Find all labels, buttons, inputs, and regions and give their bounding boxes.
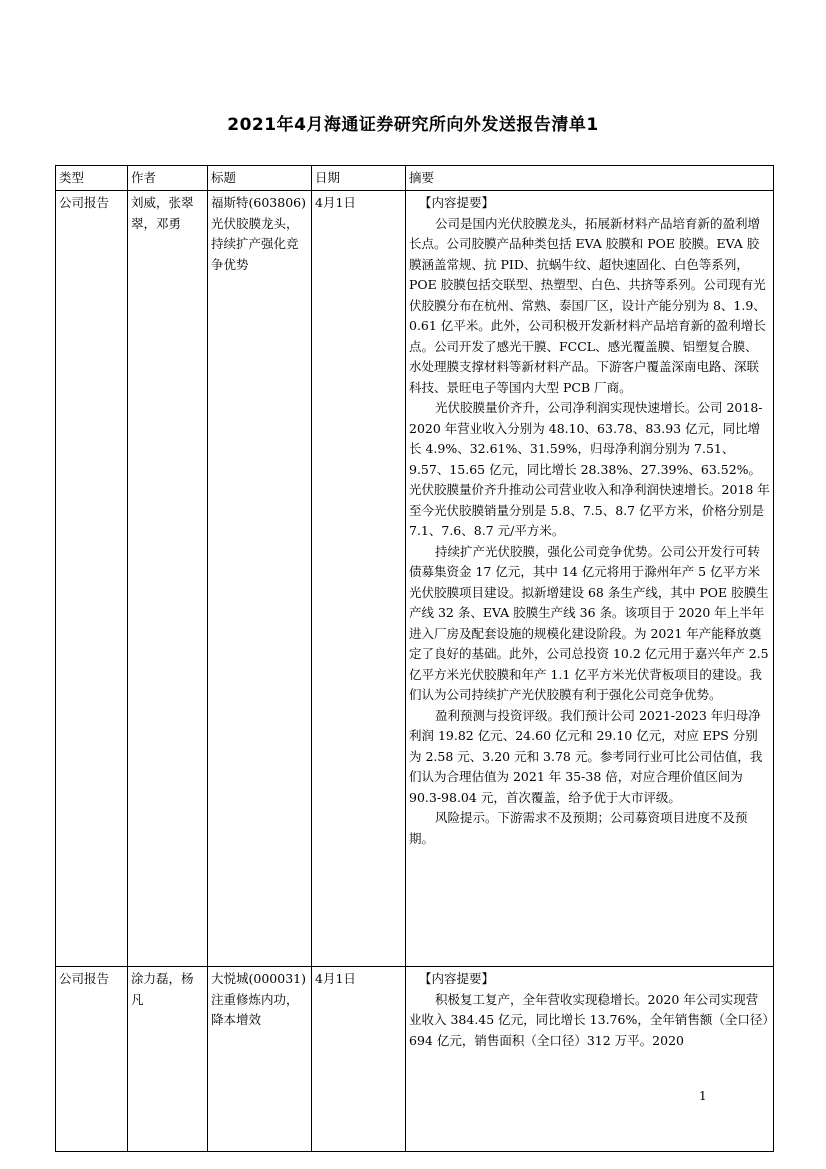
- summary-paragraph: 公司是国内光伏胶膜龙头，拓展新材料产品培育新的盈利增长点。公司胶膜产品种类包括 EVA 胶膜和 POE 胶膜。EVA 胶膜涵盖常规、抗 PID、抗蜗牛纹、超快速固化、白色等系列，POE 胶膜包括交联型、热塑型、白色、共挤等系列。公司现有光伏胶膜分布在杭州、常熟、泰国厂区，设计产能分别为 8、1.9、0.61 亿平米。此外，公司积极开发新材料产品培育新的盈利增长点。公司开发了感光干膜、FCCL、感光覆盖膜、铝塑复合膜、水处理膜支撑材料等新材料产品。下游客户覆盖深南电路、深联科技、景旺电子等国内大型 PCB 厂商。: [409, 215, 766, 395]
- table-header-row: [56, 166, 774, 191]
- summary-heading: 【内容提要】: [419, 195, 495, 210]
- page-number: 1: [699, 1089, 707, 1103]
- header-title: 标题: [208, 166, 312, 191]
- header-author: 作者: [128, 166, 208, 191]
- report-type-cell: 公司报告: [56, 967, 128, 1152]
- table-row: [56, 967, 774, 1152]
- summary-paragraph: 光伏胶膜量价齐升，公司净利润实现快速增长。公司 2018-2020 年营业收入分别为 48.10、63.78、83.93 亿元，同比增长 4.9%、32.61%、31.59%，归母净利润分别为 7.51、9.57、15.65 亿元，同比增长 28.38%、27.39%、63.52%。光伏胶膜量价齐升推动公司营业收入和净利润快速增长。2018 年至今光伏胶膜销量分别是 5.8、7.5、8.7 亿平方米，价格分别是 7.1、7.6、8.7 元/平方米。: [409, 400, 770, 538]
- author-cell: 刘威，张翠翠，邓勇: [128, 191, 208, 967]
- summary-paragraph: 持续扩产光伏胶膜，强化公司竞争优势。公司公开发行可转债募集资金 17 亿元，其中 14 亿元将用于滁州年产 5 亿平方米光伏胶膜项目建设。拟新增建设 68 条生产线，其中 POE 胶膜生产线 32 条、EVA 胶膜生产线 36 条。该项目于 2020 年上半年进入厂房及配套设施的规模化建设阶段。为 2021 年产能释放奠定了良好的基础。此外，公司总投资 10.2 亿元用于嘉兴年产 2.5 亿平方米光伏胶膜和年产 1.1 亿平方米光伏背板项目的建设。我们认为公司持续扩产光伏胶膜有利于强化公司竞争优势。: [409, 543, 769, 702]
- header-summary: 摘要: [406, 166, 774, 191]
- date-cell: 4月1日: [312, 191, 406, 967]
- summary-cell: [406, 191, 774, 967]
- report-type-cell: 公司报告: [56, 191, 128, 967]
- document-title: 2021年4月海通证券研究所向外发送报告清单1: [227, 115, 599, 135]
- summary-paragraph: 风险提示。下游需求不及预期；公司募资项目进度不及预期。: [409, 810, 748, 846]
- summary-cell: [406, 967, 774, 1152]
- header-date: 日期: [312, 166, 406, 191]
- header-type: 类型: [56, 166, 128, 191]
- author-cell: 涂力磊，杨凡: [128, 967, 208, 1152]
- date-cell: 4月1日: [312, 967, 406, 1152]
- report-title-cell: 大悦城(000031)注重修炼内功，降本增效: [208, 967, 312, 1152]
- summary-paragraph: 盈利预测与投资评级。我们预计公司 2021-2023 年归母净利润 19.82 亿元、24.60 亿元和 29.10 亿元，对应 EPS 分别为 2.58 元、3.20 元和 3.78 元。参考同行业可比公司估值，我们认为合理估值为 2021 年 35-38 倍，对应合理价值区间为 90.3-98.04 元，首次覆盖，给予优于大市评级。: [409, 707, 763, 805]
- summary-heading: 【内容提要】: [419, 971, 495, 986]
- report-title-cell: 福斯特(603806)光伏胶膜龙头，持续扩产强化竞争优势: [208, 191, 312, 967]
- table-row: [56, 191, 774, 967]
- report-table: [55, 165, 774, 1152]
- summary-paragraph: 积极复工复产，全年营收实现稳增长。2020 年公司实现营业收入 384.45 亿元，同比增长 13.76%，全年销售额（全口径）694 亿元，销售面积（全口径）312 万平。2020: [409, 991, 769, 1048]
